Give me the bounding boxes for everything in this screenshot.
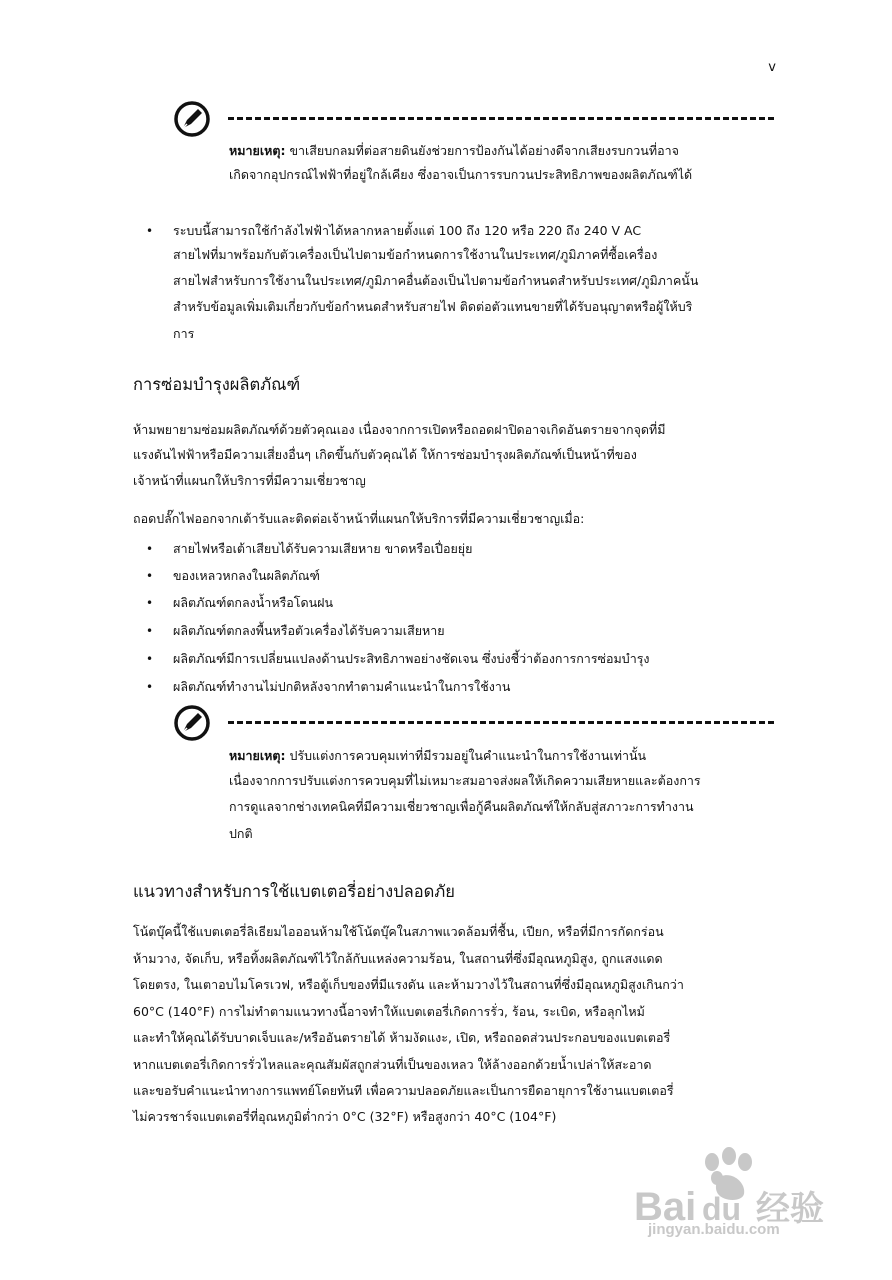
note-icon [174, 101, 210, 137]
list-item: ของเหลวหกลงในผลิตภัณฑ์ [173, 568, 320, 583]
page-number: v [768, 60, 776, 75]
paragraph-line: เจ้าหน้าที่แผนกให้บริการที่มีความเชี่ยวชาญ [133, 473, 366, 488]
bullet-marker: • [146, 224, 154, 238]
note-divider [228, 117, 774, 120]
section-heading: การซ่อมบำรุงผลิตภัณฑ์ [133, 375, 301, 394]
note-text-line: เกิดจากอุปกรณ์ไฟฟ้าที่อยู่ใกล้เคียง ซึ่งอาจเป็นการรบกวนประสิทธิภาพของผลิตภัณฑ์ได้ [229, 167, 693, 182]
svg-text:du: du [702, 1191, 742, 1227]
note-label: หมายเหตุ: [229, 143, 286, 158]
bullet-marker: • [146, 542, 154, 556]
bullet-marker: • [146, 624, 154, 638]
paragraph-line: ไม่ควรชาร์จแบตเตอรี่ที่อุณหภูมิต่ำกว่า 0°C (32°F) หรือสูงกว่า 40°C (104°F) [133, 1109, 557, 1124]
note-text-line: ปกติ [229, 826, 253, 841]
note-icon [174, 705, 210, 741]
note-divider [228, 721, 774, 724]
list-item: ผลิตภัณฑ์มีการเปลี่ยนแปลงด้านประสิทธิภาพอย่างชัดเจน ซึ่งบ่งชี้ว่าต้องการการซ่อมบำรุง [173, 651, 650, 666]
paragraph-line: การ [173, 326, 195, 341]
watermark-url: jingyan.baidu.com [648, 1221, 780, 1238]
svg-text:Bai: Bai [634, 1185, 697, 1229]
paragraph-line: 60°C (140°F) การไม่ทำตามแนวทางนี้อาจทำให้แบตเตอรี่เกิดการรั่ว, ร้อน, ระเบิด, หรือลุกไหม้ [133, 1004, 645, 1019]
note-text-line: เนื่องจากการปรับแต่งการควบคุมที่ไม่เหมาะสมอาจส่งผลให้เกิดความเสียหายและต้องการ [229, 773, 701, 788]
bullet-marker: • [146, 652, 154, 666]
svg-text:经验: 经验 [756, 1189, 824, 1229]
paragraph-line: และขอรับคำแนะนำทางการแพทย์โดยทันที เพื่อความปลอดภัยและเป็นการยืดอายุการใช้งานแบตเตอรี่ [133, 1083, 674, 1098]
list-item: สายไฟหรือเต้าเสียบได้รับความเสียหาย ขาดหรือเปื่อยยุ่ย [173, 541, 473, 556]
note-text-line: หมายเหตุ: ขาเสียบกลมที่ต่อสายดินยังช่วยการป้องกันได้อย่างดีจากเสียงรบกวนที่อาจ [229, 143, 679, 158]
paragraph-line: สำหรับข้อมูลเพิ่มเติมเกี่ยวกับข้อกำหนดสำหรับสายไฟ ติดต่อตัวแทนขายที่ได้รับอนุญาตหรือผู้ให้บริ [173, 299, 693, 314]
paragraph-line: โน้ตบุ๊คนี้ใช้แบตเตอรี่ลิเธียมไอออนห้ามใช้โน้ตบุ๊คในสภาพแวดล้อมที่ชื้น, เปียก, หรือที่มีการกัดกร่อน [133, 924, 664, 939]
list-item: ผลิตภัณฑ์ตกลงน้ำหรือโดนฝน [173, 595, 334, 610]
paragraph-line: ระบบนี้สามารถใช้กำลังไฟฟ้าได้หลากหลายตั้งแต่ 100 ถึง 120 หรือ 220 ถึง 240 V AC [173, 223, 642, 238]
paragraph-line: ถอดปลั๊กไฟออกจากเต้ารับและติดต่อเจ้าหน้าที่แผนกให้บริการที่มีความเชี่ยวชาญเมื่อ: [133, 511, 585, 526]
list-item: ผลิตภัณฑ์ทำงานไม่ปกติหลังจากทำตามคำแนะนำในการใช้งาน [173, 679, 511, 694]
paragraph-line: สายไฟที่มาพร้อมกับตัวเครื่องเป็นไปตามข้อกำหนดการใช้งานในประเทศ/ภูมิภาคที่ซื้อเครื่อง [173, 247, 658, 262]
bullet-marker: • [146, 596, 154, 610]
list-item: ผลิตภัณฑ์ตกลงพื้นหรือตัวเครื่องได้รับความเสียหาย [173, 623, 445, 638]
paragraph-line: โดยตรง, ในเตาอบไมโครเวฟ, หรือตู้เก็บของที่มีแรงดัน และห้ามวางไว้ในสถานที่ซึ่งมีอุณหภูมิสูงเกินกว่า [133, 977, 684, 992]
paragraph-line: ห้ามวาง, จัดเก็บ, หรือทิ้งผลิตภัณฑ์ไว้ใกล้กับแหล่งความร้อน, ในสถานที่ซึ่งมีอุณหภูมิสูง, ถูกแสงแดด [133, 951, 663, 966]
note-text-line: การดูแลจากช่างเทคนิคที่มีความเชี่ยวชาญเพื่อกู้คืนผลิตภัณฑ์ให้กลับสู่สภาวะการทำงาน [229, 799, 694, 814]
paragraph-line: และทำให้คุณได้รับบาดเจ็บและ/หรืออันตรายได้ ห้ามงัดแงะ, เปิด, หรือถอดส่วนประกอบของแบตเตอรี่ [133, 1030, 671, 1045]
note-label: หมายเหตุ: [229, 748, 286, 763]
section-heading: แนวทางสำหรับการใช้แบตเตอรี่อย่างปลอดภัย [133, 882, 455, 901]
bullet-marker: • [146, 680, 154, 694]
paragraph-line: หากแบตเตอรี่เกิดการรั่วไหลและคุณสัมผัสถูกส่วนที่เป็นของเหลว ให้ล้างออกด้วยน้ำเปล่าให้สะอาด [133, 1057, 652, 1072]
paragraph-line: ห้ามพยายามซ่อมผลิตภัณฑ์ด้วยตัวคุณเอง เนื่องจากการเปิดหรือถอดฝาปิดอาจเกิดอันตรายจากจุดที่มี [133, 422, 666, 437]
bullet-marker: • [146, 569, 154, 583]
paragraph-line: แรงดันไฟฟ้าหรือมีความเสี่ยงอื่นๆ เกิดขึ้นกับตัวคุณได้ ให้การซ่อมบำรุงผลิตภัณฑ์เป็นหน้าที่ของ [133, 447, 637, 462]
paragraph-line: สายไฟสำหรับการใช้งานในประเทศ/ภูมิภาคอื่นต้องเป็นไปตามข้อกำหนดสำหรับประเทศ/ภูมิภาคนั้น [173, 273, 699, 288]
note-text-line: หมายเหตุ: ปรับแต่งการควบคุมเท่าที่มีรวมอยู่ในคำแนะนำในการใช้งานเท่านั้น [229, 748, 647, 763]
